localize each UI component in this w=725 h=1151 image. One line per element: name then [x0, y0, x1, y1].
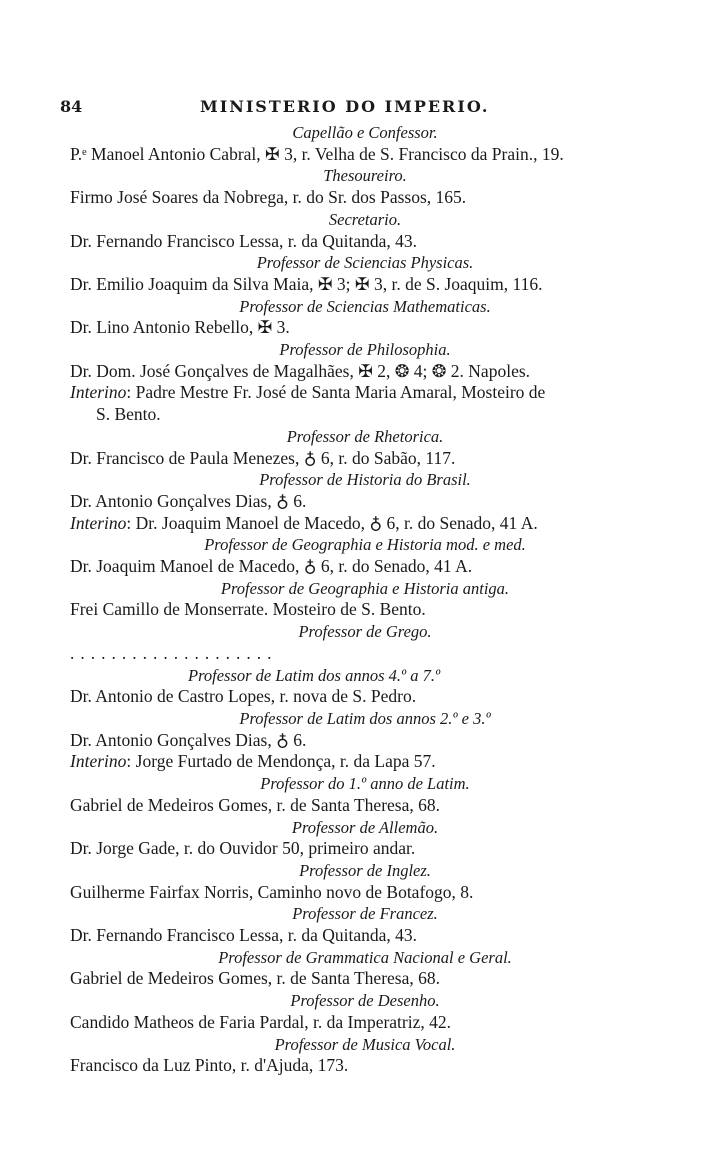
line-text: Dr. Lino Antonio Rebello, ✠ 3.: [70, 317, 290, 338]
page-number: 84: [60, 97, 83, 116]
line-text: S. Bento.: [96, 404, 161, 425]
page-header: [60, 97, 660, 119]
line-text: Professor de Sciencias Physicas.: [256, 253, 474, 273]
directory-entry: [70, 1012, 660, 1034]
section-heading: [70, 903, 660, 925]
directory-entry: [70, 686, 660, 708]
line-text: Professor de Latim dos annos 4.º a 7.º: [188, 665, 441, 685]
section-heading: [70, 708, 660, 730]
line-text: : Jorge Furtado de Mendonça, r. da Lapa 57.: [126, 751, 436, 772]
directory-entry: [70, 144, 660, 166]
interino-label: Interino: [70, 751, 127, 772]
line-text: Professor de Rhetorica.: [286, 426, 444, 446]
line-text: Professor de Philosophia.: [279, 340, 451, 360]
line-text: Dr. Jorge Gade, r. do Ouvidor 50, primeiro andar.: [70, 838, 416, 859]
section-heading: [70, 252, 660, 274]
line-text: Firmo José Soares da Nobrega, r. do Sr. dos Passos, 165.: [70, 187, 467, 208]
line-text: Dr. Francisco de Paula Menezes, ♁ 6, r. do Sabão, 117.: [70, 447, 456, 468]
section-heading: [70, 296, 660, 318]
directory-entry: [70, 231, 660, 253]
interino-label: Interino: [70, 512, 127, 533]
line-text: P.ᵉ Manoel Antonio Cabral, ✠ 3, r. Velha de S. Francisco da Prain., 19.: [70, 143, 564, 164]
section-heading: [70, 773, 660, 795]
section-heading: [70, 165, 660, 187]
line-text: Dr. Antonio Gonçalves Dias, ♁ 6.: [70, 729, 307, 750]
line-text: Professor de Geographia e Historia mod. e med.: [204, 535, 526, 555]
line-text: Professor de Historia do Brasil.: [259, 470, 471, 490]
interino-label: Interino: [70, 382, 127, 403]
line-text: Capellão e Confessor.: [292, 123, 438, 142]
directory-entry: [70, 187, 660, 209]
directory-entry: [70, 1055, 660, 1077]
section-heading: [70, 339, 660, 361]
directory-entry: [70, 925, 660, 947]
line-text: ....................: [70, 642, 278, 663]
line-text: Dr. Joaquim Manoel de Macedo, ♁ 6, r. do Senado, 41 A.: [70, 556, 473, 577]
directory-entry: [70, 751, 660, 773]
line-text: Francisco da Luz Pinto, r. d'Ajuda, 173.: [70, 1055, 349, 1076]
line-text: Professor de Geographia e Historia antiga.: [220, 578, 510, 598]
section-heading: [70, 534, 660, 556]
section-heading: [70, 209, 660, 231]
line-text: : Padre Mestre Fr. José de Santa Maria Amaral, Mosteiro de: [126, 382, 546, 403]
vacant-position-dots: [70, 643, 660, 665]
directory-entry: [70, 491, 660, 513]
section-heading: [70, 1034, 660, 1056]
line-text: Professor de Sciencias Mathematicas.: [239, 296, 491, 316]
line-text: Dr. Dom. José Gonçalves de Magalhães, ✠ 2, ❂ 4; ❂ 2. Napoles.: [70, 360, 531, 381]
line-text: Professor do 1.º anno de Latim.: [260, 774, 470, 794]
directory-entry: [70, 448, 660, 470]
section-heading: [70, 122, 660, 144]
line-text: Professor de Allemão.: [291, 817, 439, 837]
section-heading: [70, 665, 660, 687]
section-heading: [70, 621, 660, 643]
line-text: Dr. Emilio Joaquim da Silva Maia, ✠ 3; ✠ 3, r. de S. Joaquim, 116.: [70, 273, 543, 294]
entry-continuation: [70, 404, 660, 426]
line-text: Professor de Grego.: [298, 622, 432, 642]
section-heading: [70, 947, 660, 969]
directory-entry: [70, 513, 660, 535]
directory-entry: [70, 317, 660, 339]
line-text: Professor de Grammatica Nacional e Geral.: [218, 947, 512, 967]
line-text: Gabriel de Medeiros Gomes, r. de Santa Theresa, 68.: [70, 968, 440, 989]
directory-entry: [70, 274, 660, 296]
directory-entry: [70, 382, 660, 404]
section-heading: [70, 860, 660, 882]
line-text: Thesoureiro.: [323, 166, 407, 186]
directory-entry: [70, 838, 660, 860]
line-text: Gabriel de Medeiros Gomes, r. de Santa Theresa, 68.: [70, 794, 440, 815]
section-heading: [70, 426, 660, 448]
line-text: Professor de Musica Vocal.: [274, 1034, 456, 1054]
line-text: Dr. Fernando Francisco Lessa, r. da Quitanda, 43.: [70, 925, 418, 946]
line-text: Secretario.: [328, 209, 402, 229]
directory-entry: [70, 968, 660, 990]
line-text: Candido Matheos de Faria Pardal, r. da Imperatriz, 42.: [70, 1011, 452, 1032]
directory-entry: [70, 361, 660, 383]
line-text: Dr. Antonio de Castro Lopes, r. nova de S. Pedro.: [70, 686, 417, 707]
line-text: Guilherme Fairfax Norris, Caminho novo de Botafogo, 8.: [70, 881, 474, 902]
directory-entry: [70, 730, 660, 752]
line-text: Professor de Inglez.: [299, 860, 431, 880]
line-text: Professor de Latim dos annos 2.º e 3.º: [239, 708, 491, 728]
directory-entry: [70, 599, 660, 621]
section-heading: [70, 817, 660, 839]
section-heading: [70, 990, 660, 1012]
section-heading: [70, 469, 660, 491]
running-title: MINISTERIO DO IMPERIO.: [200, 97, 490, 116]
directory-entry: [70, 795, 660, 817]
line-text: Dr. Fernando Francisco Lessa, r. da Quitanda, 43.: [70, 230, 418, 251]
line-text: : Dr. Joaquim Manoel de Macedo, ♁ 6, r. do Senado, 41 A.: [126, 512, 538, 533]
directory-listing: [70, 122, 660, 1077]
line-text: Dr. Antonio Gonçalves Dias, ♁ 6.: [70, 490, 307, 511]
directory-entry: [70, 556, 660, 578]
line-text: Frei Camillo de Monserrate. Mosteiro de S. Bento.: [70, 599, 426, 620]
line-text: Professor de Francez.: [292, 904, 438, 924]
section-heading: [70, 578, 660, 600]
line-text: Professor de Desenho.: [290, 991, 440, 1011]
directory-entry: [70, 882, 660, 904]
